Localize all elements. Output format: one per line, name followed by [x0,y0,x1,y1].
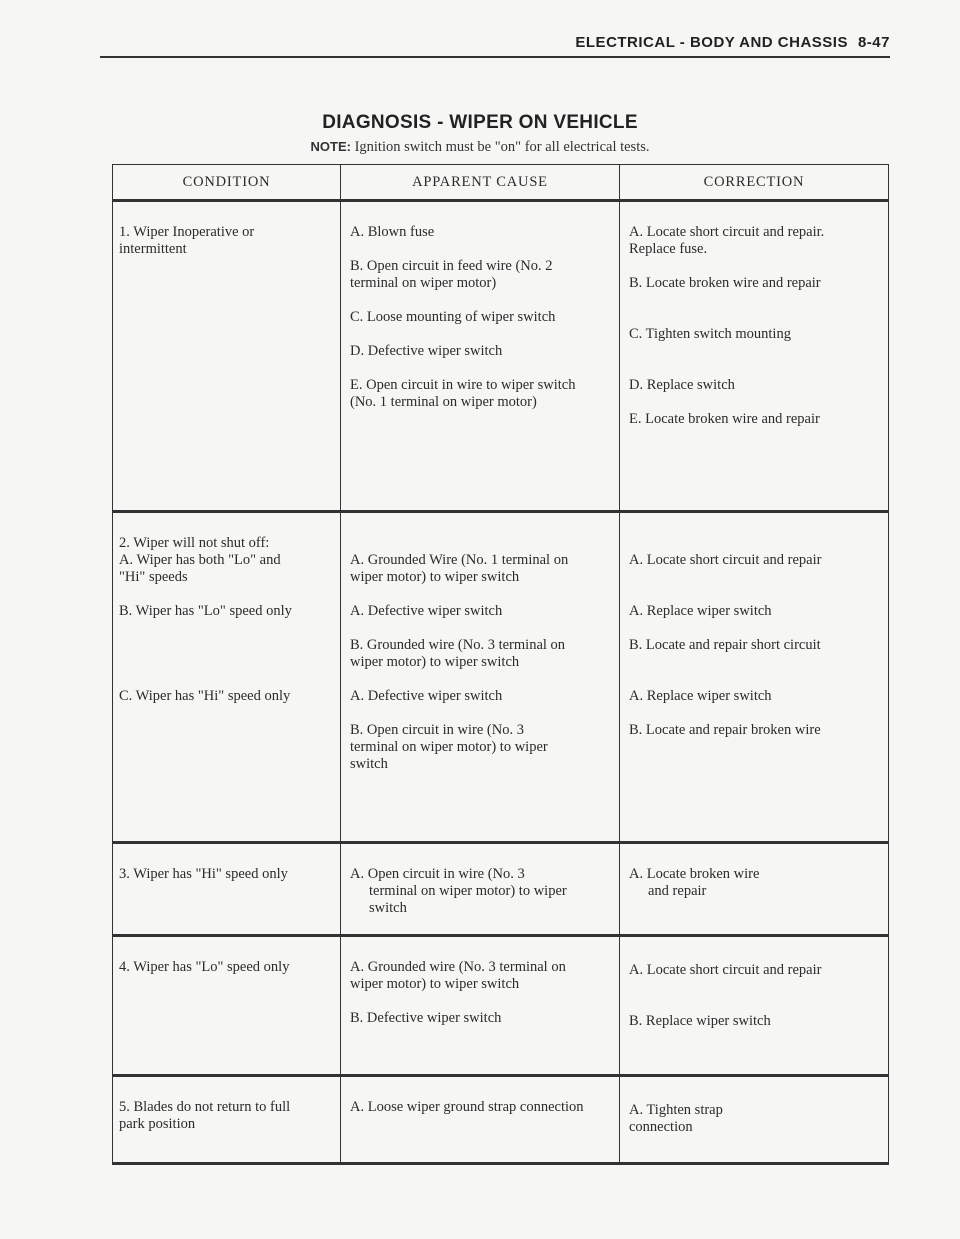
correction-text: B. Replace wiper switch [629,1013,771,1029]
cause-text: C. Loose mounting of wiper switch [350,309,556,325]
cause-text: A. Defective wiper switch [350,603,503,619]
header-apparent-cause: APPARENT CAUSE [341,165,620,201]
cause-text: A. Blown fuse [350,224,435,240]
header-condition: CONDITION [113,165,341,201]
header-correction: CORRECTION [620,165,889,201]
correction-text: A. Replace wiper switch [629,603,772,619]
cause-text: B. Open circuit in feed wire (No. 2 terminal on wiper motor) [350,258,553,291]
table-header-row [113,165,889,201]
table-row [113,843,889,936]
cause-text-continued: terminal on wiper motor) to wiper switch [369,883,567,916]
correction-text: A. Locate short circuit and repair. Replace fuse. [629,224,825,257]
diagnosis-table [112,164,889,1165]
table-row [113,201,889,512]
table-row [113,936,889,1076]
note [0,139,960,156]
header-rule [100,56,890,58]
correction-text: A. Locate short circuit and repair [629,962,822,978]
cause-text: A. Open circuit in wire (No. 3 [350,866,525,882]
correction-text: B. Locate and repair broken wire [629,722,821,738]
correction-text: B. Locate broken wire and repair [629,275,821,291]
correction-text: E. Locate broken wire and repair [629,411,820,427]
correction-text: A. Locate broken wire [629,866,760,882]
page-header [100,34,890,51]
condition-text: 1. Wiper Inoperative or intermittent [119,224,255,257]
correction-text: B. Locate and repair short circuit [629,637,821,653]
cause-text: B. Grounded wire (No. 3 terminal on wiper motor) to wiper switch [350,637,566,670]
note-text: Ignition switch must be "on" for all electrical tests. [354,139,650,155]
condition-text: 3. Wiper has "Hi" speed only [119,866,288,882]
cause-text: B. Open circuit in wire (No. 3 terminal on wiper motor) to wiper switch [350,722,548,772]
correction-text: A. Replace wiper switch [629,688,772,704]
correction-text: A. Tighten strap connection [629,1102,723,1135]
condition-text: C. Wiper has "Hi" speed only [119,688,291,704]
correction-text: A. Locate short circuit and repair [629,552,822,568]
condition-text: 4. Wiper has "Lo" speed only [119,959,290,975]
table-row [113,1076,889,1164]
correction-text-continued: and repair [648,883,707,899]
cause-text: E. Open circuit in wire to wiper switch (No. 1 terminal on wiper motor) [350,377,576,410]
correction-text: C. Tighten switch mounting [629,326,791,342]
section-title: ELECTRICAL - BODY AND CHASSIS [575,34,848,51]
note-label: NOTE: [310,139,351,154]
page-title: DIAGNOSIS - WIPER ON VEHICLE [322,112,638,133]
cause-text: A. Defective wiper switch [350,688,503,704]
cause-text: A. Loose wiper ground strap connection [350,1099,584,1115]
condition-text: B. Wiper has "Lo" speed only [119,603,292,619]
condition-heading: 2. Wiper will not shut off: [119,535,270,551]
cause-text: A. Grounded Wire (No. 1 terminal on wiper motor) to wiper switch [350,552,569,585]
correction-text: D. Replace switch [629,377,735,393]
condition-text: 5. Blades do not return to full park position [119,1099,291,1132]
page-number: 8-47 [857,34,890,51]
cause-text: A. Grounded wire (No. 3 terminal on wiper motor) to wiper switch [350,959,566,992]
cause-text: B. Defective wiper switch [350,1010,502,1026]
table-row [113,512,889,843]
cause-text: D. Defective wiper switch [350,343,503,359]
condition-text: A. Wiper has both "Lo" and "Hi" speeds [119,552,281,585]
